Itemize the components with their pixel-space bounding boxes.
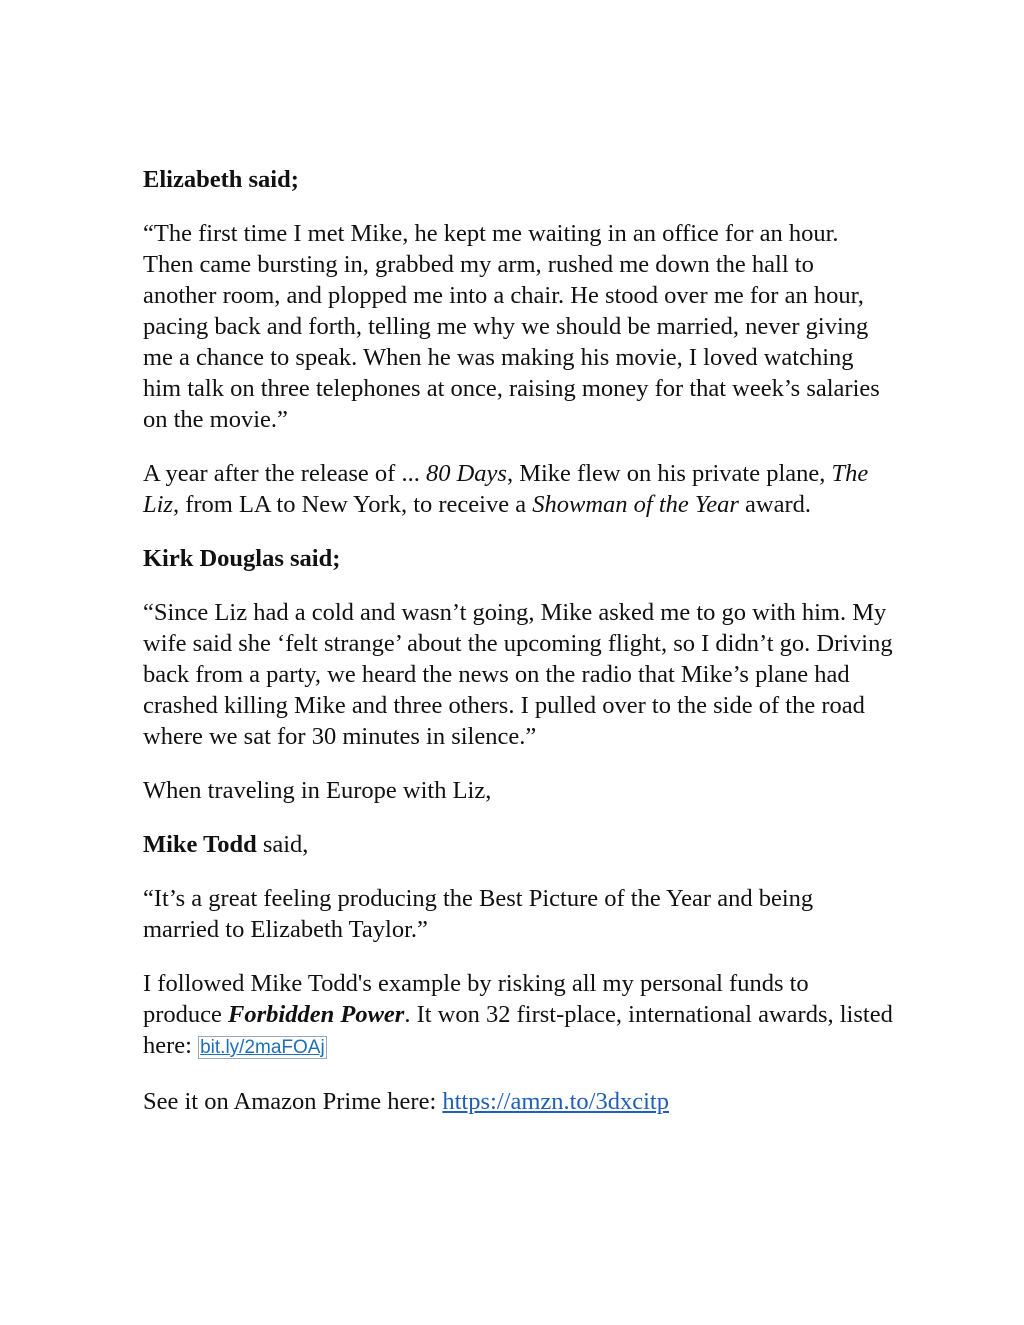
- text-segment: , Mike flew on his private plane,: [506, 460, 832, 487]
- text-segment: said,: [256, 831, 309, 858]
- text-segment: award.: [738, 491, 812, 518]
- quote-paragraph: “It’s a great feeling producing the Best Picture of the Year and being married to Elizabeth Taylor.”: [143, 885, 814, 943]
- narrative-paragraph: [143, 968, 893, 1063]
- speaker-heading: [143, 543, 893, 574]
- text-segment: , from LA to New York, to receive a: [172, 491, 533, 518]
- quote-paragraph: “The first time I met Mike, he kept me waiting in an office for an hour. Then came bursting in, grabbed my arm, rushed me down the hall to another room, and plopped me into a chair. He stood over me for an hour, pacing back and forth, telling me why we should be married, never giving me a chance to speak. When he was making his movie, I loved watching him talk on three telephones at once, raising money for that week’s salaries on the movie.”: [143, 220, 880, 433]
- awards-link[interactable]: bit.ly/2maFOAj: [200, 1037, 325, 1058]
- narrative-paragraph: When traveling in Europe with Liz,: [143, 777, 492, 804]
- narrative-paragraph: [143, 1086, 893, 1117]
- amazon-link[interactable]: https://amzn.to/3dxcitp: [442, 1088, 669, 1115]
- speaker-heading: [143, 164, 893, 195]
- speaker-kirk-douglas: Kirk Douglas said;: [143, 545, 341, 572]
- narrative-paragraph: [143, 458, 893, 520]
- quote-paragraph: “Since Liz had a cold and wasn’t going, Mike asked me to go with him. My wife said she ‘felt strange’ about the upcoming flight, so I didn’t go. Driving back from a party, we heard the news on the radio that Mike’s plane had crashed killing Mike and three others. I pulled over to the side of the road where we sat for 30 minutes in silence.”: [143, 599, 893, 750]
- text-segment: A year after the release of ...: [143, 460, 426, 487]
- italic-title: 80 Days: [425, 460, 507, 487]
- document-page: [143, 164, 893, 1140]
- speaker-mike-todd: Mike Todd: [143, 831, 257, 858]
- bold-italic-title: Forbidden Power: [228, 1001, 405, 1028]
- text-segment: . It won 32 first-place, international awards, listed here:: [143, 1001, 893, 1059]
- text-segment: I followed Mike Todd's example by risking all my personal funds to produce: [143, 970, 809, 1028]
- speaker-elizabeth: Elizabeth said;: [143, 166, 299, 193]
- italic-title: Showman of the Year: [532, 491, 739, 518]
- speaker-heading: [143, 829, 893, 860]
- italic-title: The Liz: [143, 460, 869, 518]
- text-segment: See it on Amazon Prime here:: [143, 1088, 443, 1115]
